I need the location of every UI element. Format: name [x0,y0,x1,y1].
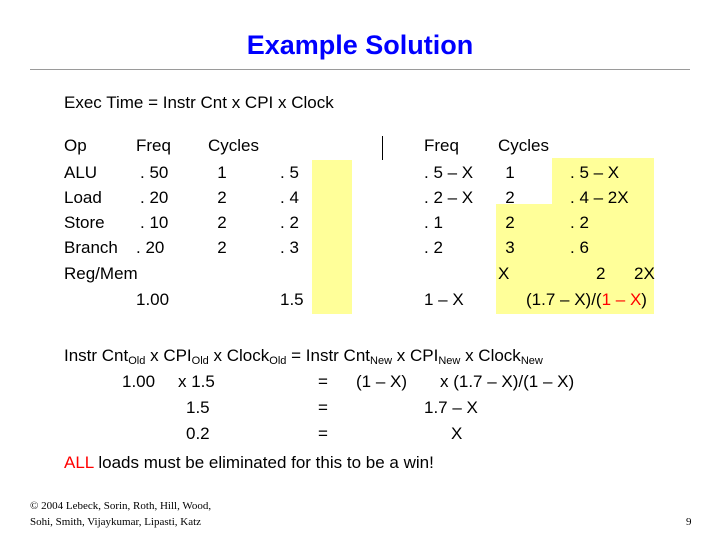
row-cycles: 2 [217,213,227,232]
header-cycles: Cycles [498,136,550,155]
equation-line-3-equals: = [318,398,328,417]
header-cycles: Cycles [208,136,260,155]
equation-line-2-left: 1.00 [122,372,156,391]
title-divider [30,69,690,70]
header-op: Op [64,136,87,155]
row-freq: . 2 – X [424,188,474,207]
left-product-highlight [312,160,352,314]
row-product: . 5 [280,163,299,182]
total-cpi: 1.5 [280,290,304,309]
equation-line-4-left: 0.2 [186,424,210,443]
row-product: . 2 [280,213,299,232]
total-cpi: (1.7 – X)/(1 – X) [526,290,647,309]
row-cycles: 3 [505,238,515,257]
page-number: 9 [686,516,692,528]
row-product: . 6 [570,238,589,257]
row-freq: . 1 [424,213,443,232]
row-cycles: 2 [505,188,515,207]
total-freq: 1.00 [136,290,170,309]
regmem-product: 2X [634,264,655,283]
row-cycles: 2 [505,213,515,232]
header-freq: Freq [136,136,171,155]
regmem-cycles: 2 [596,264,606,283]
row-product: . 4 [280,188,299,207]
row-op: Load [64,188,102,207]
equation-line-1: Instr Cnt$_{Old}$ x $CPI_{Old}$ x Clock$_{Old}$ = Instr Cnt$_{New}$ x $CPI_{New}$ x Clock$_{New}$ [64,346,543,367]
regmem-freq: X [498,264,510,283]
equation-line-4-right: X [451,424,463,443]
table-divider [382,136,383,160]
equation-line-4-equals: = [318,424,328,443]
copyright-line-2: Sohi, Smith, Vijaykumar, Lipasti, Katz [30,516,202,528]
total-freq: 1 – X [424,290,464,309]
total-cpi-denominator: 1 – X [601,290,642,309]
equation-line-2-equals: = [318,372,328,391]
row-freq: . 50 [140,163,169,182]
row-op: Branch [64,238,118,257]
row-freq: . 5 – X [424,163,474,182]
equation-line-3-left: 1.5 [186,398,210,417]
row-op: Store [64,213,105,232]
row-cycles: 1 [505,163,515,182]
copyright-line-1: © 2004 Lebeck, Sorin, Roth, Hill, Wood, [30,500,212,512]
exec-time-formula: Exec Time = Instr Cnt x CPI x Clock [64,93,334,112]
row-freq: . 10 [140,213,169,232]
row-freq: . 20 [140,188,169,207]
row-product: . 2 [570,213,589,232]
conclusion: ALL loads must be eliminated for this to be a win! [64,453,434,472]
header-freq: Freq [424,136,459,155]
row-freq: . 2 [424,238,443,257]
equation-line-2-r2: x (1.7 – X)/(1 – X) [440,372,575,391]
row-cycles: 1 [217,163,227,182]
row-product: . 5 – X [570,163,620,182]
page-title: Example Solution [246,30,474,60]
equation-line-2-r1: (1 – X) [356,372,408,391]
row-freq: . 20 [136,238,165,257]
row-product: . 4 – 2X [570,188,629,207]
row-op: ALU [64,163,98,182]
equation-line-2-mid: x 1.5 [178,372,215,391]
row-cycles: 2 [217,238,227,257]
equation-line-3-right: 1.7 – X [424,398,478,417]
row-op: Reg/Mem [64,264,138,283]
row-cycles: 2 [217,188,227,207]
row-product: . 3 [280,238,299,257]
